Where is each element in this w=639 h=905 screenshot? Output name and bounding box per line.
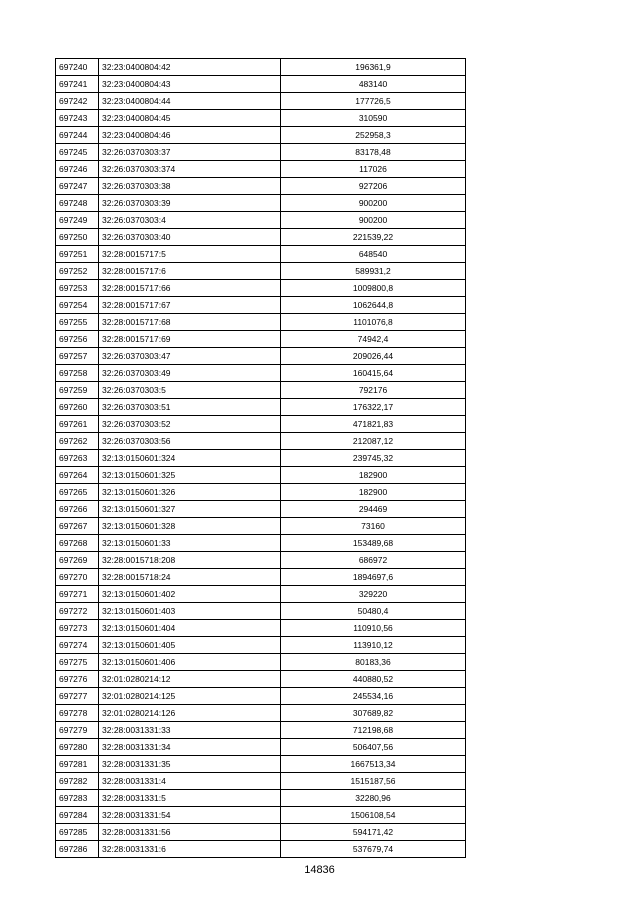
cadastral-number-cell: 32:26:0370303:39 [99,195,281,212]
cadastral-number-cell: 32:26:0370303:56 [99,433,281,450]
row-number-cell: 697278 [56,705,99,722]
table-row [56,178,466,195]
value-cell: 239745,32 [281,450,466,467]
cadastral-number-cell: 32:28:0031331:6 [99,841,281,858]
table-row [56,671,466,688]
cadastral-number-cell: 32:28:0015718:208 [99,552,281,569]
value-cell: 32280,96 [281,790,466,807]
cadastral-number-cell: 32:28:0015718:24 [99,569,281,586]
row-number-cell: 697269 [56,552,99,569]
value-cell: 1515187,56 [281,773,466,790]
row-number-cell: 697265 [56,484,99,501]
table-row [56,331,466,348]
cadastral-number-cell: 32:26:0370303:40 [99,229,281,246]
cadastral-number-cell: 32:13:0150601:403 [99,603,281,620]
table-row [56,620,466,637]
value-cell: 440880,52 [281,671,466,688]
row-number-cell: 697282 [56,773,99,790]
table-row [56,433,466,450]
value-cell: 900200 [281,195,466,212]
value-cell: 648540 [281,246,466,263]
row-number-cell: 697268 [56,535,99,552]
value-cell: 483140 [281,76,466,93]
table-row [56,416,466,433]
table-row [56,688,466,705]
value-cell: 73160 [281,518,466,535]
table-row [56,637,466,654]
cadastral-number-cell: 32:28:0015717:66 [99,280,281,297]
value-cell: 927206 [281,178,466,195]
table-row [56,127,466,144]
page-number: 14836 [304,864,335,876]
table-row [56,518,466,535]
cadastral-number-cell: 32:13:0150601:404 [99,620,281,637]
row-number-cell: 697283 [56,790,99,807]
row-number-cell: 697275 [56,654,99,671]
cadastral-number-cell: 32:26:0370303:37 [99,144,281,161]
table-row [56,110,466,127]
row-number-cell: 697244 [56,127,99,144]
value-cell: 329220 [281,586,466,603]
value-cell: 1894697,6 [281,569,466,586]
row-number-cell: 697285 [56,824,99,841]
cadastral-number-cell: 32:13:0150601:325 [99,467,281,484]
cadastral-number-cell: 32:28:0015717:67 [99,297,281,314]
row-number-cell: 697251 [56,246,99,263]
row-number-cell: 697242 [56,93,99,110]
table-row [56,280,466,297]
cadastral-number-cell: 32:28:0031331:35 [99,756,281,773]
table-row [56,161,466,178]
row-number-cell: 697270 [56,569,99,586]
table-row [56,348,466,365]
row-number-cell: 697284 [56,807,99,824]
value-cell: 900200 [281,212,466,229]
cadastral-number-cell: 32:26:0370303:51 [99,399,281,416]
value-cell: 1667513,34 [281,756,466,773]
table-row [56,263,466,280]
table-row [56,535,466,552]
row-number-cell: 697267 [56,518,99,535]
value-cell: 245534,16 [281,688,466,705]
row-number-cell: 697261 [56,416,99,433]
row-number-cell: 697255 [56,314,99,331]
value-cell: 537679,74 [281,841,466,858]
value-cell: 177726,5 [281,93,466,110]
table-row [56,484,466,501]
cadastral-number-cell: 32:28:0015717:68 [99,314,281,331]
row-number-cell: 697245 [56,144,99,161]
value-cell: 153489,68 [281,535,466,552]
cadastral-number-cell: 32:13:0150601:405 [99,637,281,654]
value-cell: 80183,36 [281,654,466,671]
cadastral-number-cell: 32:13:0150601:402 [99,586,281,603]
row-number-cell: 697271 [56,586,99,603]
table-row [56,773,466,790]
row-number-cell: 697274 [56,637,99,654]
value-cell: 110910,56 [281,620,466,637]
cadastral-number-cell: 32:28:0031331:56 [99,824,281,841]
cadastral-number-cell: 32:01:0280214:12 [99,671,281,688]
value-cell: 113910,12 [281,637,466,654]
cadastral-number-cell: 32:26:0370303:4 [99,212,281,229]
row-number-cell: 697262 [56,433,99,450]
row-number-cell: 697252 [56,263,99,280]
cadastral-number-cell: 32:23:0400804:42 [99,59,281,76]
value-cell: 1101076,8 [281,314,466,331]
cadastral-number-cell: 32:26:0370303:5 [99,382,281,399]
table-row [56,552,466,569]
row-number-cell: 697279 [56,722,99,739]
row-number-cell: 697250 [56,229,99,246]
row-number-cell: 697272 [56,603,99,620]
row-number-cell: 697263 [56,450,99,467]
cadastral-number-cell: 32:13:0150601:328 [99,518,281,535]
cadastral-number-cell: 32:01:0280214:125 [99,688,281,705]
table-row [56,144,466,161]
row-number-cell: 697256 [56,331,99,348]
table-row [56,297,466,314]
row-number-cell: 697240 [56,59,99,76]
value-cell: 792176 [281,382,466,399]
value-cell: 182900 [281,484,466,501]
value-cell: 50480,4 [281,603,466,620]
table-row [56,569,466,586]
value-cell: 594171,42 [281,824,466,841]
table-row [56,807,466,824]
table-row [56,824,466,841]
value-cell: 686972 [281,552,466,569]
row-number-cell: 697280 [56,739,99,756]
value-cell: 506407,56 [281,739,466,756]
row-number-cell: 697258 [56,365,99,382]
row-number-cell: 697241 [56,76,99,93]
row-number-cell: 697286 [56,841,99,858]
cadastral-number-cell: 32:23:0400804:45 [99,110,281,127]
table-row [56,467,466,484]
value-cell: 589931,2 [281,263,466,280]
table-body [56,59,466,858]
cadastral-number-cell: 32:23:0400804:46 [99,127,281,144]
table-row [56,229,466,246]
row-number-cell: 697273 [56,620,99,637]
table-row [56,501,466,518]
cadastral-value-table [55,58,466,858]
value-cell: 471821,83 [281,416,466,433]
table-row [56,654,466,671]
cadastral-number-cell: 32:28:0031331:5 [99,790,281,807]
row-number-cell: 697264 [56,467,99,484]
table-row [56,212,466,229]
row-number-cell: 697246 [56,161,99,178]
table-row [56,450,466,467]
value-cell: 1009800,8 [281,280,466,297]
row-number-cell: 697247 [56,178,99,195]
table-row [56,705,466,722]
value-cell: 182900 [281,467,466,484]
cadastral-number-cell: 32:28:0031331:4 [99,773,281,790]
cadastral-number-cell: 32:13:0150601:324 [99,450,281,467]
table-row [56,195,466,212]
table-row [56,586,466,603]
cadastral-number-cell: 32:26:0370303:47 [99,348,281,365]
table-row [56,59,466,76]
row-number-cell: 697243 [56,110,99,127]
cadastral-number-cell: 32:26:0370303:38 [99,178,281,195]
value-cell: 212087,12 [281,433,466,450]
table-row [56,365,466,382]
cadastral-number-cell: 32:23:0400804:43 [99,76,281,93]
cadastral-number-cell: 32:28:0015717:5 [99,246,281,263]
cadastral-number-cell: 32:13:0150601:406 [99,654,281,671]
value-cell: 1062644,8 [281,297,466,314]
table-row [56,314,466,331]
cadastral-number-cell: 32:01:0280214:126 [99,705,281,722]
cadastral-number-cell: 32:28:0015717:69 [99,331,281,348]
row-number-cell: 697281 [56,756,99,773]
table-row [56,603,466,620]
cadastral-number-cell: 32:13:0150601:33 [99,535,281,552]
row-number-cell: 697276 [56,671,99,688]
row-number-cell: 697248 [56,195,99,212]
table-row [56,382,466,399]
value-cell: 307689,82 [281,705,466,722]
table-row [56,93,466,110]
table-row [56,841,466,858]
value-cell: 209026,44 [281,348,466,365]
cadastral-number-cell: 32:28:0031331:34 [99,739,281,756]
cadastral-number-cell: 32:28:0015717:6 [99,263,281,280]
value-cell: 252958,3 [281,127,466,144]
table-row [56,399,466,416]
cadastral-number-cell: 32:13:0150601:326 [99,484,281,501]
table-row [56,76,466,93]
row-number-cell: 697266 [56,501,99,518]
cadastral-number-cell: 32:26:0370303:49 [99,365,281,382]
table-row [56,722,466,739]
row-number-cell: 697257 [56,348,99,365]
value-cell: 74942,4 [281,331,466,348]
row-number-cell: 697254 [56,297,99,314]
cadastral-number-cell: 32:26:0370303:52 [99,416,281,433]
table-row [56,739,466,756]
value-cell: 310590 [281,110,466,127]
row-number-cell: 697260 [56,399,99,416]
cadastral-number-cell: 32:26:0370303:374 [99,161,281,178]
value-cell: 221539,22 [281,229,466,246]
row-number-cell: 697253 [56,280,99,297]
value-cell: 1506108,54 [281,807,466,824]
cadastral-number-cell: 32:28:0031331:54 [99,807,281,824]
value-cell: 712198,68 [281,722,466,739]
value-cell: 294469 [281,501,466,518]
cadastral-number-cell: 32:28:0031331:33 [99,722,281,739]
cadastral-number-cell: 32:23:0400804:44 [99,93,281,110]
row-number-cell: 697277 [56,688,99,705]
value-cell: 83178,48 [281,144,466,161]
value-cell: 160415,64 [281,365,466,382]
cadastral-number-cell: 32:13:0150601:327 [99,501,281,518]
value-cell: 176322,17 [281,399,466,416]
row-number-cell: 697259 [56,382,99,399]
value-cell: 196361,9 [281,59,466,76]
row-number-cell: 697249 [56,212,99,229]
table-row [56,246,466,263]
value-cell: 117026 [281,161,466,178]
table-row [56,790,466,807]
table-row [56,756,466,773]
